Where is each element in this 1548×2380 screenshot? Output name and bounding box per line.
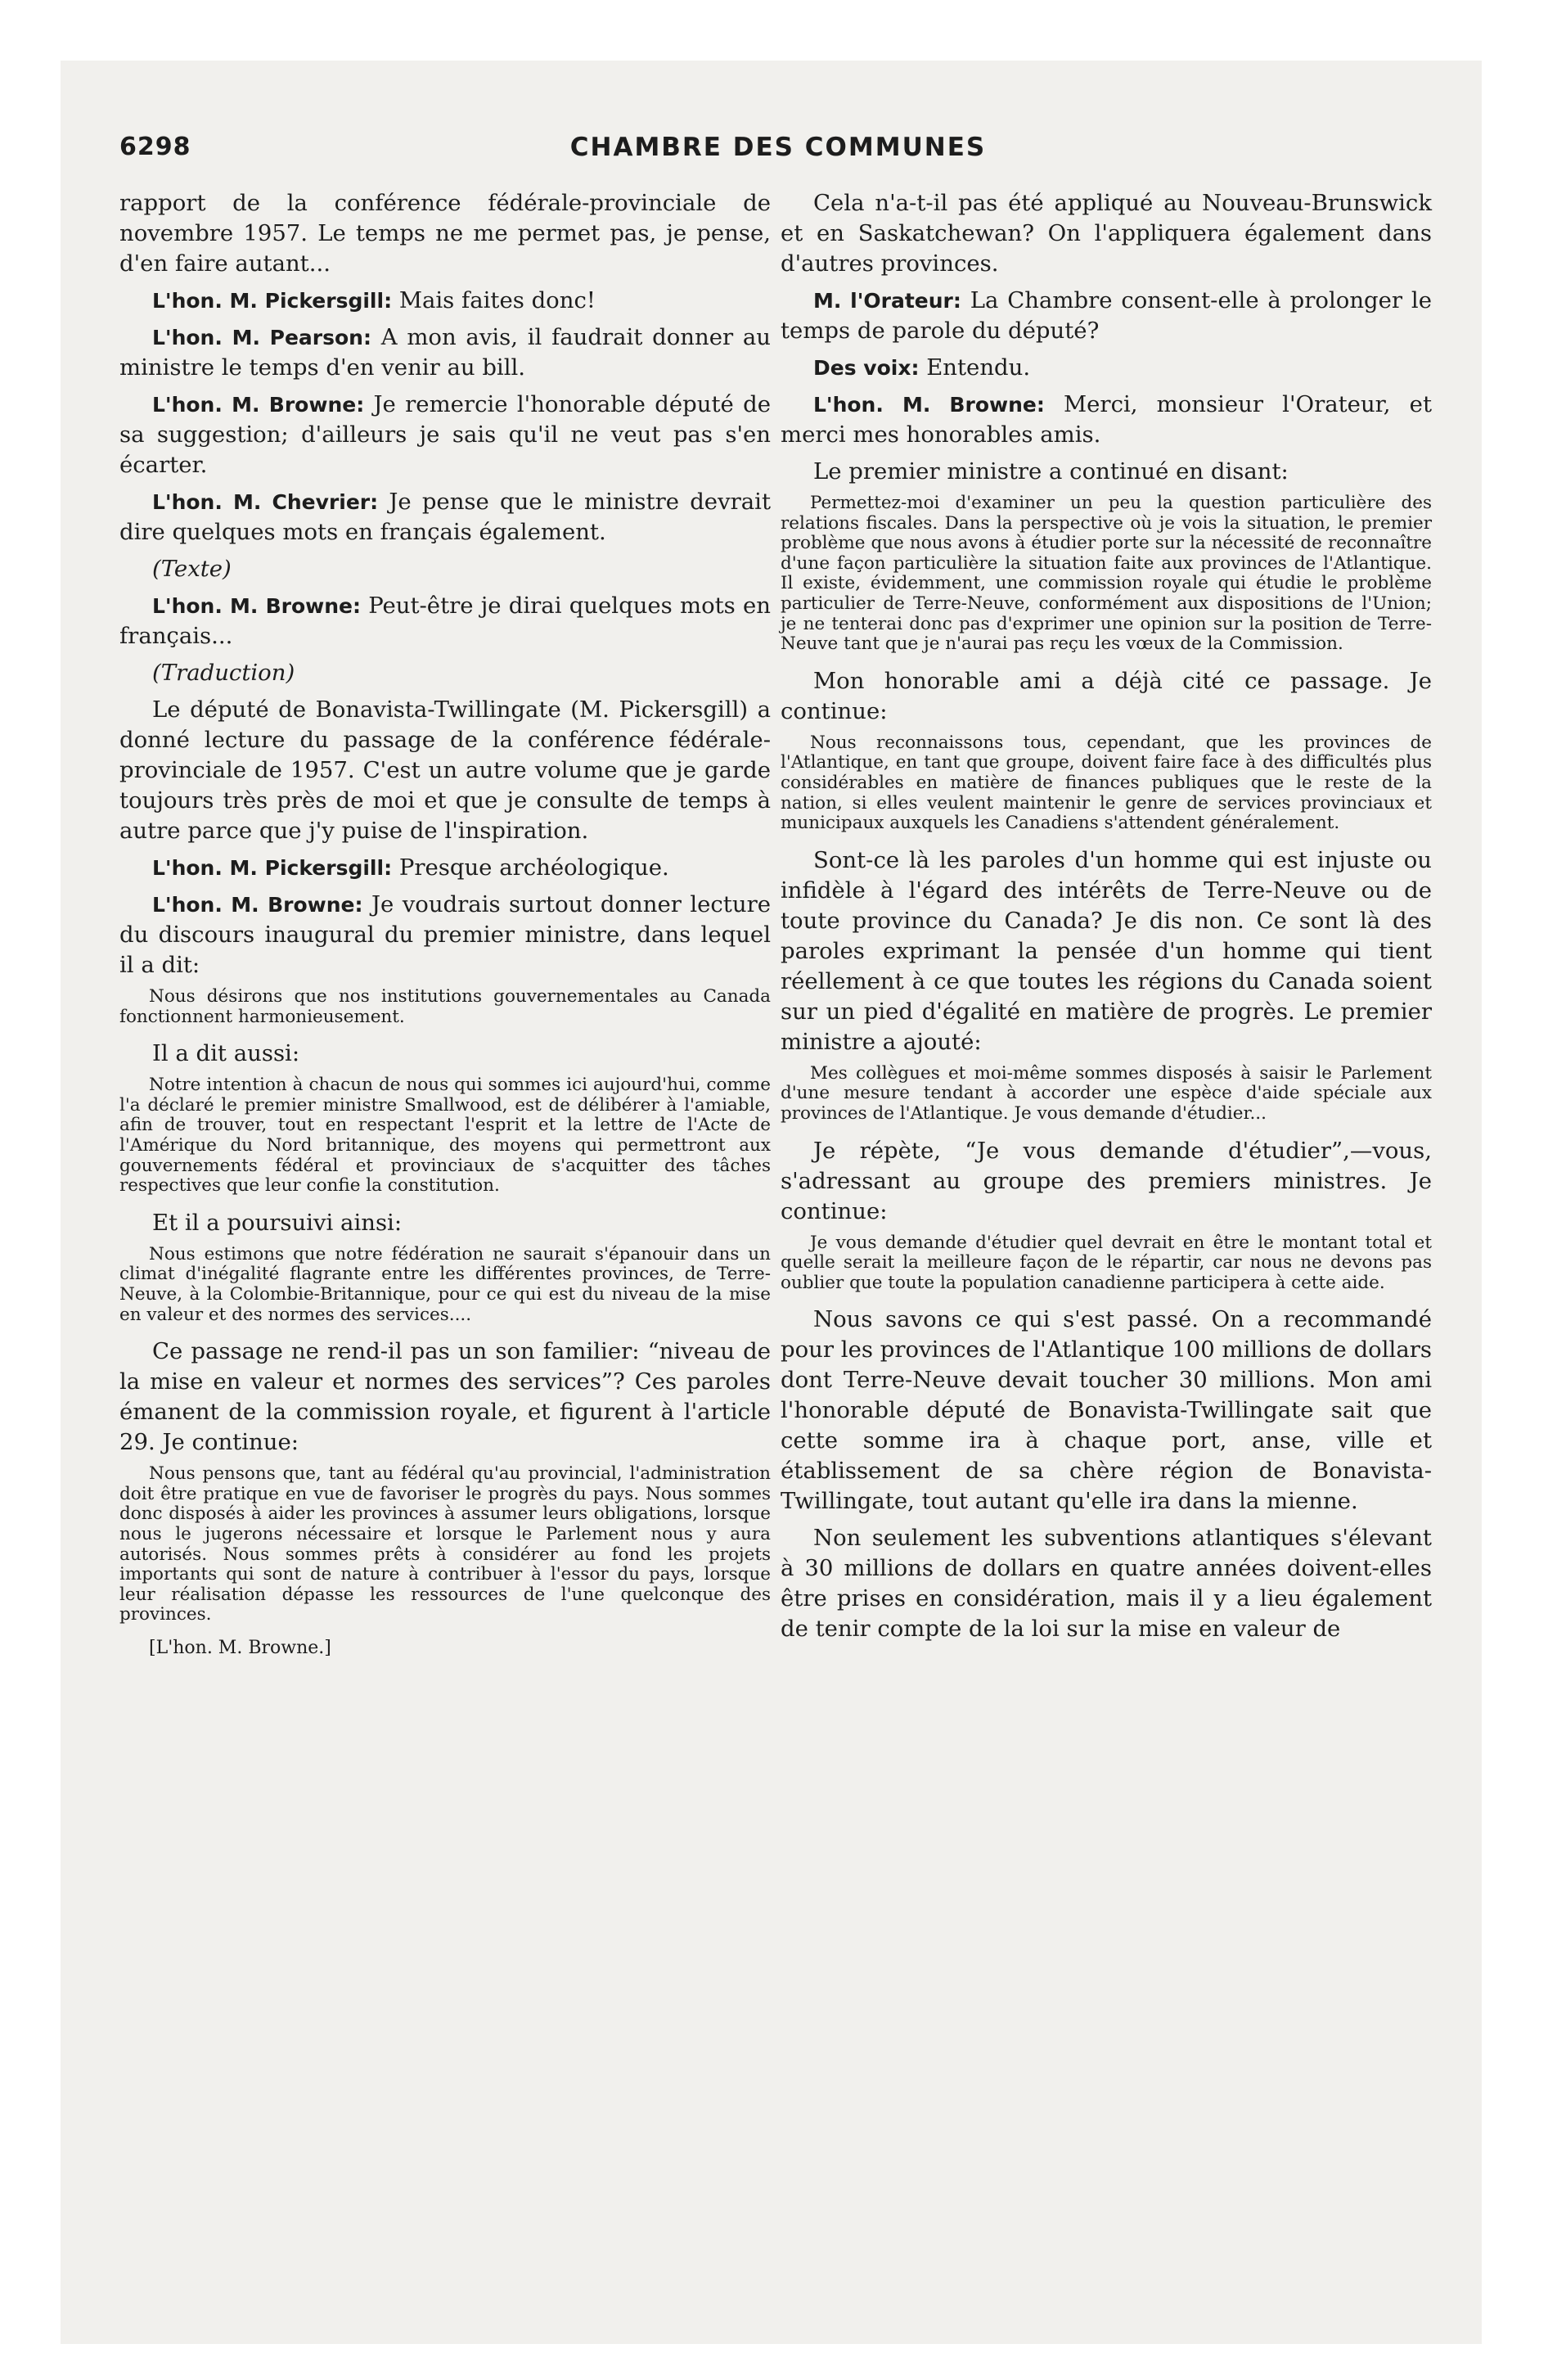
speaker-name: L'hon. M. Pearson: [152, 326, 371, 349]
block-quote: Nous pensons que, tant au fédéral qu'au provincial, l'administration doit être pratique en vue de favoriser le progrès du pays. Nous sommes donc disposés à aider les provinces à assumer leurs obligations, lorsque nous le jugerons nécessaire et lorsque le Parlement nous y aura autorisés. Nous sommes prêts à considérer au fond les projets importants qui sont de nature à contribuer à l'essor du pays, lorsque leur réalisation dépasse les ressources de l'une quelconque des provinces. [119, 1463, 771, 1625]
paragraph: Le premier ministre a continué en disant: [813, 458, 1289, 485]
language-marker-texte: (Texte) [152, 556, 232, 582]
speaker-name: L'hon. M. Browne: [152, 393, 365, 417]
block-quote: Mes collègues et moi-même sommes disposés à saisir le Parlement d'une mesure tendant à accorder une espèce d'aide spéciale aux provinces de l'Atlantique. Je vous demande d'étudier... [781, 1062, 1432, 1124]
speech-text: Peut-être je dirai quelques mots en français... [119, 593, 771, 649]
paragraph [119, 890, 771, 980]
paragraph [119, 853, 771, 883]
speech-text: Je remercie l'honorable député de sa suggestion; d'ailleurs je sais qu'il ne veut pas s'en écarter. [119, 391, 771, 478]
block-quote: Notre intention à chacun de nous qui sommes ici aujourd'hui, comme l'a déclaré le premier ministre Smallwood, est de délibérer à l'amiable, afin de trouver, tout en respectant l'esprit et la lettre de l'Acte de l'Amérique du Nord britannique, des moyens qui permettront aux gouvernements fédéral et provinciaux de s'acquitter des tâches respectives que leur confie la constitution. [119, 1075, 771, 1197]
right-column [781, 188, 1432, 1651]
paragraph: rapport de la conférence fédérale-provinciale de novembre 1957. Le temps ne me permet pas, je pense, d'en faire autant... [119, 190, 771, 277]
block-quote: Permettez-moi d'examiner un peu la question particulière des relations fiscales. Dans la perspective où je vois la situation, le premier problème que nous avons à étudier porte sur la nécessité de reconnaître d'une façon particulière la situation faite aux provinces de l'Atlantique. Il existe, évidemment, une commission royale qui étudie le problème particulier de Terre-Neuve, conformément aux dispositions de l'Union; je ne tenterai donc pas d'exprimer une opinion sur la position de Terre-Neuve tant que je n'aurai pas reçu les vœux de la Commission. [781, 493, 1432, 655]
paragraph: Non seulement les subventions atlantiques s'élevant à 30 millions de dollars en quatre années doivent-elles être prises en considération, mais il y a lieu également de tenir compte de la loi sur la mise en valeur de [781, 1525, 1432, 1643]
speech-text: Merci, monsieur l'Orateur, et merci mes honorables amis. [781, 391, 1432, 448]
left-column [119, 188, 771, 1660]
paragraph [119, 286, 771, 316]
block-quote: Nous estimons que notre fédération ne saurait s'épanouir dans un climat d'inégalité flagrante entre les différentes provinces, de Terre-Neuve, à la Colombie-Britannique, pour ce qui est du niveau de la mise en valeur et des normes des services.... [119, 1243, 771, 1325]
speaker-name: L'hon. M. Browne: [813, 393, 1045, 417]
speech-text: Entendu. [926, 354, 1031, 381]
block-quote: Nous reconnaissons tous, cependant, que les provinces de l'Atlantique, en tant que groupe, doivent faire face à des difficultés plus considérables en matière de finances publiques que le reste de la nation, si elles veulent maintenir le genre de services provinciaux et municipaux auxquels les Canadiens s'attendent généralement. [781, 732, 1432, 834]
paragraph [119, 322, 771, 383]
speaker-signature: [L'hon. M. Browne.] [149, 1637, 331, 1658]
paragraph: Ce passage ne rend-il pas un son familier: “niveau de la mise en valeur et normes des services”? Ces paroles émanent de la commission royale, et figurent à l'article 29. Je continue: [119, 1338, 771, 1456]
speaker-name: L'hon. M. Pickersgill: [152, 289, 393, 313]
paragraph [781, 353, 1432, 383]
paragraph [119, 390, 771, 480]
language-marker-traduction: (Traduction) [152, 660, 295, 686]
running-head: CHAMBRE DES COMMUNES [569, 133, 987, 162]
speech-text: A mon avis, il faudrait donner au ministre le temps d'en venir au bill. [119, 324, 771, 381]
paragraph: Il a dit aussi: [152, 1040, 300, 1067]
speaker-name: L'hon. M. Browne: [152, 893, 363, 917]
hansard-page [61, 61, 1482, 2344]
speech-text: Je pense que le ministre devrait dire quelques mots en français également. [119, 489, 771, 545]
page-header [119, 133, 1437, 174]
paragraph: Le député de Bonavista-Twillingate (M. Pickersgill) a donné lecture du passage de la conférence fédérale-provinciale de 1957. C'est un autre volume que je garde toujours très près de moi et que je consulte de temps à autre parce que j'y puise de l'inspiration. [119, 696, 771, 844]
paragraph [119, 487, 771, 548]
paragraph: Je répète, “Je vous demande d'étudier”,—vous, s'adressant au groupe des premiers ministres. Je continue: [781, 1137, 1432, 1224]
speech-text: Presque archéologique. [398, 854, 669, 881]
paragraph: Sont-ce là les paroles d'un homme qui est injuste ou infidèle à l'égard des intérêts de Terre-Neuve ou de toute province du Canada? Je dis non. Ce sont là des paroles exprimant la pensée d'un homme qui tient réellement à ce que toutes les régions du Canada soient sur un pied d'égalité en matière de progrès. Le premier ministre a ajouté: [781, 846, 1432, 1055]
speaker-name: L'hon. M. Chevrier: [152, 490, 379, 514]
paragraph: Nous savons ce qui s'est passé. On a recommandé pour les provinces de l'Atlantique 100 millions de dollars dont Terre-Neuve devait toucher 30 millions. Mon ami l'honorable député de Bonavista-Twillingate sait que cette somme ira à chaque port, anse, ville et établissement de sa chère région de Bonavista-Twillingate, tout autant qu'elle ira dans la mienne. [781, 1306, 1432, 1515]
paragraph [119, 591, 771, 651]
speaker-name: M. l'Orateur: [813, 289, 961, 313]
speech-text: Je voudrais surtout donner lecture du discours inaugural du premier ministre, dans lequel il a dit: [119, 891, 771, 978]
paragraph [781, 286, 1432, 346]
block-quote: Je vous demande d'étudier quel devrait en être le montant total et quelle serait la meilleure façon de le répartir, car nous ne devons pas oublier que toute la population canadienne participera à cette aide. [781, 1232, 1432, 1293]
paragraph: Cela n'a-t-il pas été appliqué au Nouveau-Brunswick et en Saskatchewan? On l'appliquera également dans d'autres provinces. [781, 190, 1432, 277]
speaker-name: L'hon. M. Pickersgill: [152, 856, 393, 880]
speech-text: La Chambre consent-elle à prolonger le temps de parole du député? [781, 287, 1432, 344]
page-number: 6298 [119, 133, 191, 161]
paragraph: Et il a poursuivi ainsi: [152, 1209, 403, 1236]
speaker-name: Des voix: [813, 356, 920, 380]
speaker-name: L'hon. M. Browne: [152, 594, 361, 618]
paragraph: Mon honorable ami a déjà cité ce passage. Je continue: [781, 667, 1432, 724]
paragraph [781, 390, 1432, 450]
block-quote: Nous désirons que nos institutions gouvernementales au Canada fonctionnent harmonieusement. [119, 986, 771, 1027]
speech-text: Mais faites donc! [398, 287, 596, 313]
